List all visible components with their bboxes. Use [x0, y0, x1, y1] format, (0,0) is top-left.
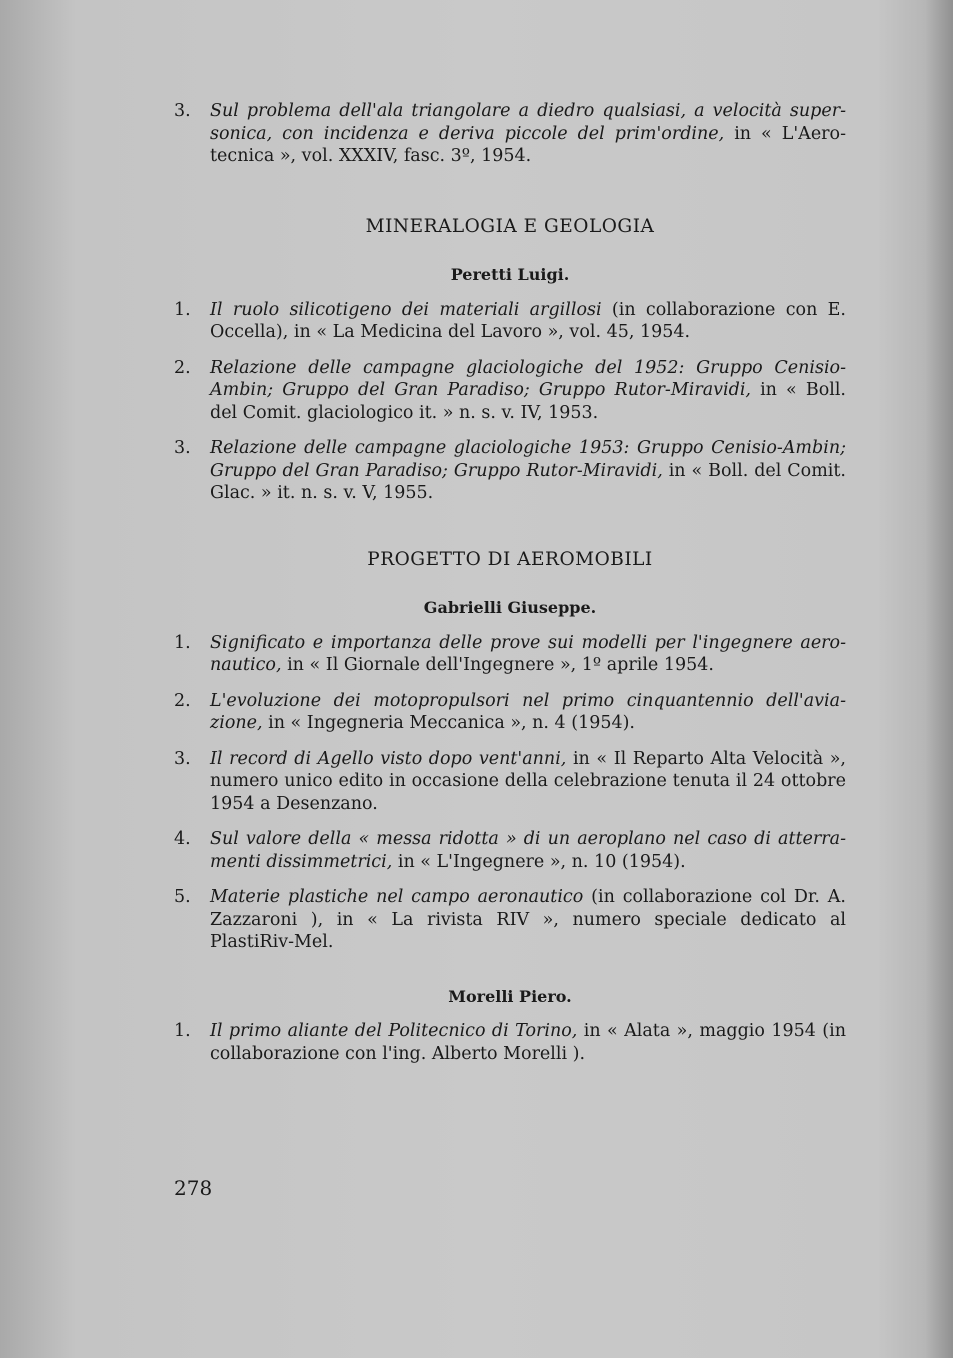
- author-name: Peretti Luigi.: [450, 265, 570, 284]
- entry-citation: in « Il Reparto Alta Velocità », numero unico edito in occasione della celebrazione tenuta il 24 ottobre 1954 a Desenzano.: [210, 748, 846, 814]
- entry-title: Il ruolo silicotigeno dei materiali argillosi: [210, 299, 602, 320]
- bibliography-entry: [174, 690, 846, 735]
- entry-title: Significato e importanza delle prove sui modelli per l'ingegnere aero-nautico,: [210, 632, 846, 675]
- bibliography-entry: [174, 748, 846, 816]
- entry-number: 1.: [174, 632, 191, 653]
- entry-citation: in « Il Giornale dell'Ingegnere », 1º aprile 1954.: [281, 655, 714, 675]
- entry-citation: (in collaborazione col Dr. A. Zazzaroni ), in « La rivista RIV », numero speciale dedicato al PlastiRiv-Mel.: [210, 887, 846, 952]
- bibliography-entry: [174, 357, 846, 425]
- entry-number: 4.: [174, 829, 191, 849]
- entry-title: Sul problema dell'ala triangolare a diedro qualsiasi, a velocità super-sonica, con incidenza e deriva piccole del prim'ordine,: [210, 101, 846, 144]
- entry-number: 2.: [174, 690, 191, 711]
- entry-number: 2.: [174, 357, 191, 378]
- entry-citation: in « Alata », maggio 1954 (in collaborazione con l'ing. Alberto Morelli ).: [210, 1021, 846, 1064]
- section-heading: PROGETTO DI AEROMOBILI: [367, 548, 653, 570]
- bibliography-entry: [174, 1020, 846, 1065]
- entry-number: 3.: [174, 748, 191, 769]
- author-name: Gabrielli Giuseppe.: [423, 598, 597, 617]
- entry-number: 3.: [174, 101, 191, 121]
- entry-citation: in « Ingegneria Meccanica », n. 4 (1954).: [262, 713, 635, 733]
- bibliography-entry: [174, 299, 846, 344]
- bibliography-entry: [174, 437, 846, 505]
- page-number: 278: [174, 1176, 213, 1200]
- entry-title: Sul valore della « messa ridotta » di un aeroplano nel caso di atterra-menti dissimmetrici,: [210, 829, 846, 872]
- entry-citation: in « Boll. del Comit. Glac. » it. n. s. v. V, 1955.: [210, 460, 846, 503]
- entry-title: L'evoluzione dei motopropulsori nel primo cinquantennio dell'avia-zione,: [210, 690, 846, 733]
- section-heading: MINERALOGIA E GEOLOGIA: [365, 215, 655, 237]
- entry-number: 1.: [174, 1021, 191, 1041]
- entry-title: Il record di Agello visto dopo vent'anni,: [210, 748, 567, 769]
- bibliography-entry: [174, 632, 846, 677]
- author-name: Morelli Piero.: [448, 986, 572, 1006]
- entry-title: Materie plastiche nel campo aeronautico: [210, 887, 584, 907]
- bibliography-content: [174, 100, 846, 1078]
- entry-number: 1.: [174, 299, 191, 320]
- entry-citation: in « L'Ingegnere », n. 10 (1954).: [392, 851, 686, 872]
- entry-title: Il primo aliante del Politecnico di Torino,: [210, 1021, 578, 1041]
- entry-citation: in « Boll. del Comit. glaciologico it. » n. s. v. IV, 1953.: [210, 380, 846, 423]
- entry-number: 5.: [174, 887, 191, 907]
- bibliography-entry: [174, 886, 846, 954]
- bibliography-entry: [174, 828, 846, 873]
- bibliography-entry: [174, 100, 846, 168]
- entry-title: Relazione delle campagne glaciologiche del 1952: Gruppo Cenisio-Ambin; Gruppo del Gran Paradiso; Gruppo Rutor-Miravidi,: [210, 357, 846, 400]
- entry-number: 3.: [174, 438, 191, 458]
- entry-citation: (in collaborazione con E. Occella), in « La Medicina del Lavoro », vol. 45, 1954.: [210, 299, 846, 342]
- entry-title: Relazione delle campagne glaciologiche 1953: Gruppo Cenisio-Ambin; Gruppo del Gran Paradiso; Gruppo Rutor-Miravidi,: [210, 438, 846, 481]
- entry-citation: in « L'Aero-tecnica », vol. XXXIV, fasc. 3º, 1954.: [210, 123, 846, 166]
- page-edge-shadow: [925, 0, 953, 1358]
